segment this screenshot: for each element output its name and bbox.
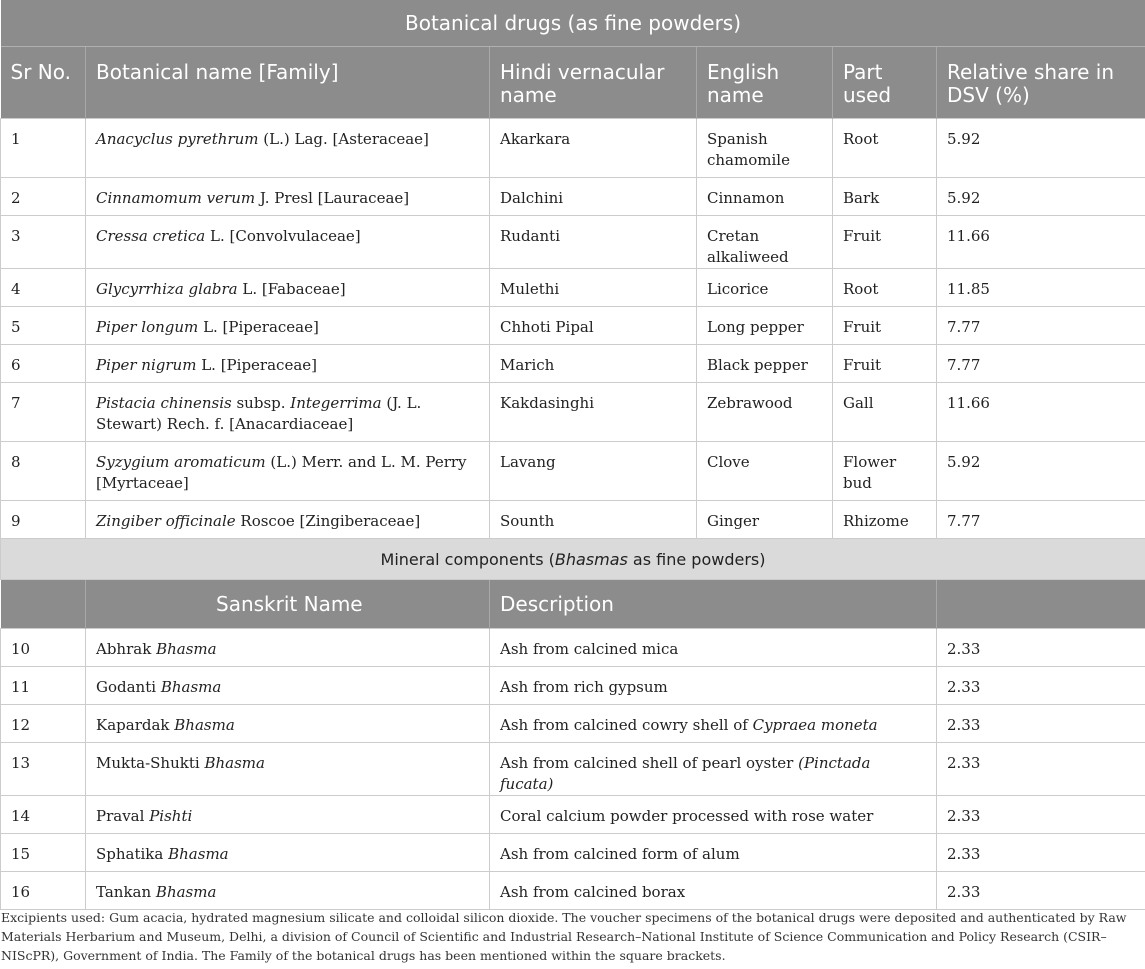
table-row: [1, 269, 1145, 307]
cell-relative-share: 2.33: [937, 796, 1145, 834]
cell-part-used: Rhizome: [833, 501, 937, 539]
species-rank: subsp.: [231, 394, 291, 412]
species-authority-family: L. [Piperaceae]: [198, 318, 319, 336]
table-row: [1, 216, 1145, 269]
cell-part-used: Fruit: [833, 307, 937, 345]
cell-sr-no: 12: [1, 705, 86, 743]
mineral-header-row: [1, 580, 1145, 629]
cell-english-name: Long pepper: [697, 307, 833, 345]
cell-sr-no: 3: [1, 216, 86, 269]
cell-description: [490, 872, 937, 910]
cell-hindi-name: Chhoti Pipal: [490, 307, 697, 345]
mineral-section: [1, 539, 1145, 629]
table-row: [1, 119, 1145, 178]
table-row: [1, 383, 1145, 442]
table-title: Botanical drugs (as fine powders): [1, 0, 1145, 47]
species-authority-family: L. [Fabaceae]: [237, 280, 346, 298]
cell-part-used: Fruit: [833, 216, 937, 269]
cell-part-used: Bark: [833, 178, 937, 216]
cell-sanskrit-name: [86, 834, 490, 872]
cell-sr-no: 16: [1, 872, 86, 910]
cell-hindi-name: Lavang: [490, 442, 697, 501]
cell-relative-share: 2.33: [937, 872, 1145, 910]
species-authority-family: J. Presl [Lauraceae]: [255, 189, 410, 207]
cell-sr-no: 2: [1, 178, 86, 216]
cell-sanskrit-name: [86, 872, 490, 910]
description-text: Ash from calcined borax: [500, 883, 686, 901]
species-authority-family: L. [Piperaceae]: [196, 356, 317, 374]
species-authority-family: (L.) Merr. and L. M. Perry [Myrtaceae]: [96, 453, 467, 492]
description-text: Coral calcium powder processed with rose water: [500, 807, 874, 825]
sanskrit-name-italic: Bhasma: [160, 678, 222, 696]
cell-sr-no: 11: [1, 667, 86, 705]
cell-relative-share: 11.85: [937, 269, 1145, 307]
sanskrit-name: Abhrak: [96, 640, 152, 658]
sanskrit-name-italic: Bhasma: [168, 845, 229, 863]
cell-part-used: Root: [833, 269, 937, 307]
cell-sr-no: 15: [1, 834, 86, 872]
cell-sr-no: 14: [1, 796, 86, 834]
header-botanical-name: Botanical name [Family]: [86, 47, 490, 119]
species-name: Cressa cretica: [96, 227, 206, 245]
cell-english-name: Spanish chamomile: [697, 119, 833, 178]
mineral-rows: [1, 629, 1145, 910]
table-row: [1, 705, 1145, 743]
cell-english-name: Zebrawood: [697, 383, 833, 442]
cell-description: [490, 834, 937, 872]
cell-english-name: Licorice: [697, 269, 833, 307]
table-row: [1, 872, 1145, 910]
sanskrit-name-italic: Pishti: [149, 807, 193, 825]
description-text: Ash from calcined mica: [500, 640, 679, 658]
cell-relative-share: 2.33: [937, 705, 1145, 743]
sanskrit-name: Mukta-Shukti: [96, 754, 200, 772]
species-name: Piper longum: [96, 318, 199, 336]
header-sr-no: Sr No.: [1, 47, 86, 119]
cell-botanical-name: [86, 269, 490, 307]
sanskrit-name: Praval: [96, 807, 145, 825]
cell-relative-share: 2.33: [937, 834, 1145, 872]
table-row: [1, 796, 1145, 834]
header-hindi-name: Hindi vernacular name: [490, 47, 697, 119]
cell-english-name: Clove: [697, 442, 833, 501]
cell-relative-share: 7.77: [937, 345, 1145, 383]
species-authority-family: (L.) Lag. [Asteraceae]: [258, 130, 429, 148]
sanskrit-name-italic: Bhasma: [155, 883, 217, 901]
cell-hindi-name: Dalchini: [490, 178, 697, 216]
cell-part-used: Gall: [833, 383, 937, 442]
cell-relative-share: 5.92: [937, 178, 1145, 216]
header-description: Description: [490, 580, 937, 629]
cell-hindi-name: Sounth: [490, 501, 697, 539]
header-sanskrit-name: Sanskrit Name: [86, 580, 490, 629]
cell-relative-share: 11.66: [937, 383, 1145, 442]
sanskrit-name: Tankan: [96, 883, 152, 901]
cell-sr-no: 5: [1, 307, 86, 345]
cell-relative-share: 11.66: [937, 216, 1145, 269]
description-italic: Cypraea moneta: [752, 716, 878, 734]
table-row: [1, 307, 1145, 345]
table-row: [1, 743, 1145, 796]
botanical-rows: [1, 119, 1145, 539]
description-italic: (Pinctada fucata): [500, 754, 871, 793]
cell-sanskrit-name: [86, 743, 490, 796]
cell-relative-share: 2.33: [937, 743, 1145, 796]
description-text: Ash from rich gypsum: [500, 678, 668, 696]
description-text: Ash from calcined form of alum: [500, 845, 740, 863]
cell-hindi-name: Rudanti: [490, 216, 697, 269]
table-row: [1, 667, 1145, 705]
cell-description: [490, 743, 937, 796]
cell-relative-share: 7.77: [937, 307, 1145, 345]
species-name: Pistacia chinensis: [96, 394, 232, 412]
header-english-name: English name: [697, 47, 833, 119]
description-text: Ash from calcined cowry shell of: [500, 716, 753, 734]
species-name: Glycyrrhiza glabra: [96, 280, 238, 298]
cell-relative-share: 5.92: [937, 442, 1145, 501]
species-authority-family: (J. L. Stewart) Rech. f. [Anacardiaceae]: [96, 394, 422, 433]
species-name: Syzygium aromaticum: [96, 453, 266, 471]
cell-part-used: Fruit: [833, 345, 937, 383]
mineral-header-share-blank: [937, 580, 1145, 629]
cell-botanical-name: [86, 307, 490, 345]
cell-description: [490, 629, 937, 667]
table-row: [1, 834, 1145, 872]
cell-part-used: Root: [833, 119, 937, 178]
cell-sr-no: 6: [1, 345, 86, 383]
cell-description: [490, 705, 937, 743]
cell-botanical-name: [86, 442, 490, 501]
cell-sr-no: 13: [1, 743, 86, 796]
cell-hindi-name: Kakdasinghi: [490, 383, 697, 442]
cell-english-name: Cretan alkaliweed: [697, 216, 833, 269]
cell-sr-no: 10: [1, 629, 86, 667]
column-header-row: [1, 47, 1145, 119]
cell-hindi-name: Akarkara: [490, 119, 697, 178]
cell-botanical-name: [86, 216, 490, 269]
species-name: Zingiber officinale: [96, 512, 236, 530]
mineral-section-prefix: Mineral components (: [380, 549, 555, 569]
cell-description: [490, 667, 937, 705]
sanskrit-name: Kapardak: [96, 716, 170, 734]
cell-sr-no: 4: [1, 269, 86, 307]
cell-sanskrit-name: [86, 667, 490, 705]
cell-relative-share: 2.33: [937, 667, 1145, 705]
cell-sanskrit-name: [86, 705, 490, 743]
sanskrit-name: Sphatika: [96, 845, 164, 863]
cell-botanical-name: [86, 119, 490, 178]
cell-english-name: Ginger: [697, 501, 833, 539]
mineral-header-blank: [1, 580, 86, 629]
mineral-section-suffix: as fine powders): [627, 549, 766, 569]
cell-botanical-name: [86, 501, 490, 539]
species-name: Piper nigrum: [96, 356, 197, 374]
species-name: Anacyclus pyrethrum: [96, 130, 259, 148]
cell-botanical-name: [86, 178, 490, 216]
cell-sr-no: 1: [1, 119, 86, 178]
cell-hindi-name: Marich: [490, 345, 697, 383]
cell-botanical-name: [86, 345, 490, 383]
species-name: Cinnamomum verum: [96, 189, 256, 207]
table-row: [1, 501, 1145, 539]
cell-english-name: Cinnamon: [697, 178, 833, 216]
table-row: [1, 442, 1145, 501]
cell-relative-share: 7.77: [937, 501, 1145, 539]
mineral-section-row: [1, 539, 1145, 580]
cell-relative-share: 5.92: [937, 119, 1145, 178]
sanskrit-name: Godanti: [96, 678, 157, 696]
description-text: Ash from calcined shell of pearl oyster: [500, 754, 799, 772]
header-relative-share: Relative share in DSV (%): [937, 47, 1145, 119]
cell-english-name: Black pepper: [697, 345, 833, 383]
mineral-section-title: [1, 539, 1145, 580]
cell-botanical-name: [86, 383, 490, 442]
cell-hindi-name: Mulethi: [490, 269, 697, 307]
species-authority-family: L. [Convolvulaceae]: [205, 227, 361, 245]
cell-sanskrit-name: [86, 796, 490, 834]
table-footnote: Excipients used: Gum acacia, hydrated magnesium silicate and colloidal silicon dioxide. The voucher specimens of the botanical drugs were deposited and authenticated by Raw Materials Herbarium and Museum, Delhi, a division of Council of Scientific and Industrial Research–National Institute of Science Communication and Policy Research (CSIR–NIScPR), Government of India. The Family of the botanical drugs has been mentioned within the square brackets.: [1, 910, 1127, 963]
species-authority-family: Roscoe [Zingiberaceae]: [235, 512, 421, 530]
sanskrit-name-italic: Bhasma: [156, 640, 217, 658]
sanskrit-name-italic: Bhasma: [204, 754, 265, 772]
table-row: [1, 178, 1145, 216]
cell-sr-no: 8: [1, 442, 86, 501]
subspecies-name: Integerrima: [290, 394, 382, 412]
mineral-section-italic: Bhasmas: [554, 549, 628, 569]
cell-sr-no: 7: [1, 383, 86, 442]
cell-sr-no: 9: [1, 501, 86, 539]
cell-sanskrit-name: [86, 629, 490, 667]
header-part-used: Part used: [833, 47, 937, 119]
cell-description: [490, 796, 937, 834]
cell-relative-share: 2.33: [937, 629, 1145, 667]
table-row: [1, 345, 1145, 383]
table-title-row: [1, 0, 1145, 47]
table-row: [1, 629, 1145, 667]
cell-part-used: Flower bud: [833, 442, 937, 501]
sanskrit-name-italic: Bhasma: [174, 716, 235, 734]
